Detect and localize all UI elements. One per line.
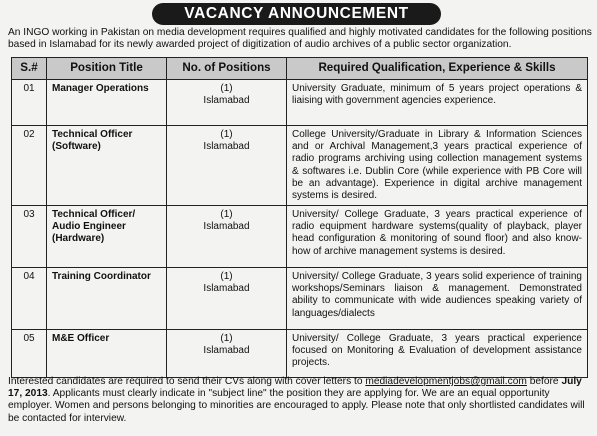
position-location: Islamabad bbox=[203, 141, 250, 153]
position-location: Islamabad bbox=[203, 95, 250, 107]
qualification-text: College University/Graduate in Library & Information Sciences and or Archival Management,3 years practical experience of radio programs archiving using collection management systems & softwares i.e. Dublin Core (while experience with PB Core will be an advantage). Experience in digital archive management systems is desired. bbox=[287, 126, 588, 206]
position-location: Islamabad bbox=[203, 221, 250, 233]
position-title: Training Coordinator bbox=[47, 268, 167, 330]
footer-text-before: before bbox=[526, 376, 562, 387]
position-title: Technical Officer/ Audio Engineer (Hardware) bbox=[47, 206, 167, 268]
row-serial: 05 bbox=[12, 330, 47, 378]
position-title: Technical Officer (Software) bbox=[47, 126, 167, 206]
row-serial: 03 bbox=[12, 206, 47, 268]
intro-paragraph: An INGO working in Pakistan on media development requires qualified and highly motivated candidates for the following positions based in Islamabad for its newly awarded project of digitization of audio archives of a public sector organization. bbox=[8, 27, 592, 51]
application-deadline: July 17, 2013 bbox=[8, 376, 582, 400]
table-row bbox=[12, 268, 588, 330]
row-serial: 02 bbox=[12, 126, 47, 206]
qualification-text: University/ College Graduate, 3 years practical experience focused on Monitoring & Evaluation of development assistance projects. bbox=[287, 330, 588, 378]
page-title: VACANCY ANNOUNCEMENT bbox=[184, 5, 409, 22]
table-row bbox=[12, 126, 588, 206]
contact-email: mediadevelopmentjobs@gmail.com bbox=[365, 376, 527, 387]
positions-cell bbox=[167, 80, 287, 126]
positions-cell bbox=[167, 330, 287, 378]
row-serial: 01 bbox=[12, 80, 47, 126]
table-header-row bbox=[12, 58, 588, 80]
position-location: Islamabad bbox=[203, 283, 250, 295]
positions-cell bbox=[167, 126, 287, 206]
footer-text-rest: . Applicants must clearly indicate in "subject line" the position they are applying for. We are an equal opportunity employer. Women and persons belonging to minorities are encouraged to apply. Please note that only shortlisted candidates will be contacted for interview. bbox=[8, 388, 585, 424]
positions-count: (1) bbox=[220, 333, 233, 344]
column-header-sn: S.# bbox=[12, 58, 47, 80]
footer-text-intro: Interested candidates are required to send their CVs along with cover letters to bbox=[8, 376, 366, 387]
table-row bbox=[12, 330, 588, 378]
table-row bbox=[12, 80, 588, 126]
table-row bbox=[12, 206, 588, 268]
column-header-qualification: Required Qualification, Experience & Skills bbox=[287, 58, 588, 80]
qualification-text: University/ College Graduate, 3 years practical experience of radio equipment hardware systems(quality of playback, player head configuration & monitoring of sound floor) and also know-how of archive management systems is desired. bbox=[287, 206, 588, 268]
row-serial: 04 bbox=[12, 268, 47, 330]
column-header-positions-count: No. of Positions bbox=[167, 58, 287, 80]
column-header-position-title: Position Title bbox=[47, 58, 167, 80]
title-banner bbox=[152, 3, 441, 25]
position-title: M&E Officer bbox=[47, 330, 167, 378]
positions-count: (1) bbox=[220, 83, 233, 94]
qualification-text: University Graduate, minimum of 5 years project operations & liaising with government agencies experience. bbox=[287, 80, 588, 126]
positions-count: (1) bbox=[220, 271, 233, 282]
position-title: Manager Operations bbox=[47, 80, 167, 126]
positions-count: (1) bbox=[220, 129, 233, 140]
vacancy-table bbox=[11, 57, 588, 378]
application-instructions bbox=[8, 376, 592, 425]
positions-cell bbox=[167, 268, 287, 330]
positions-cell bbox=[167, 206, 287, 268]
position-location: Islamabad bbox=[203, 345, 250, 357]
qualification-text: University/ College Graduate, 3 years solid experience of training workshops/Seminars liaison & management. Demonstrated ability to communicate with wide audiences speaking variety of languages/dialects bbox=[287, 268, 588, 330]
positions-count: (1) bbox=[220, 209, 233, 220]
